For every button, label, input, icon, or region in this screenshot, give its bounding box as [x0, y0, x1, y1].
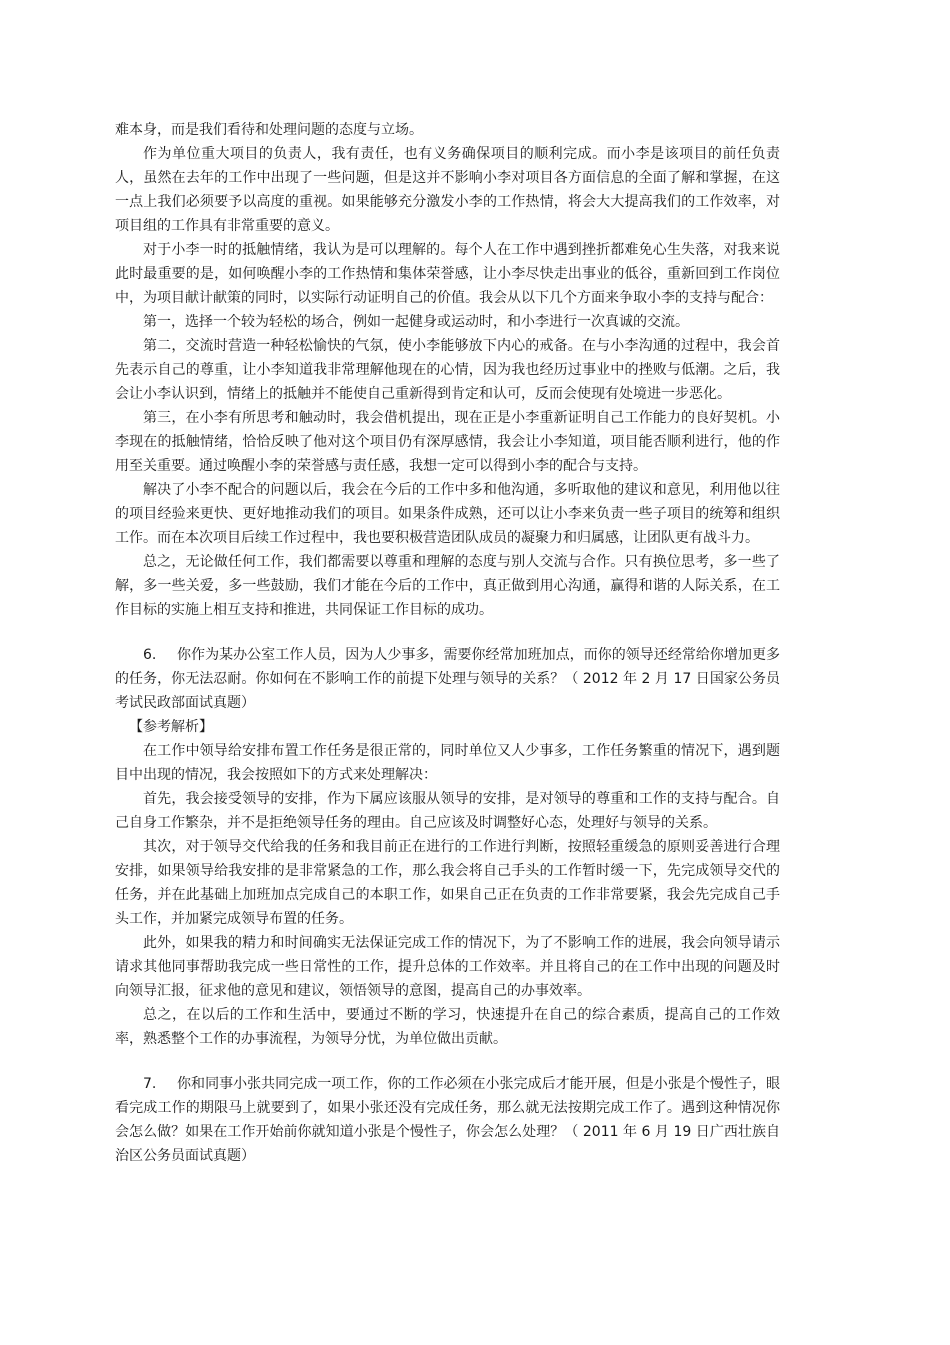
question-number: 6.	[143, 647, 157, 663]
paragraph: 第三，在小李有所思考和触动时，我会借机提出，现在正是小李重新证明自己工作能力的良好契机。小李现在的抵触情绪，恰恰反映了他对这个项目仍有深厚感情，我会让小李知道，项目能否顺利进行，他的作用至关重要。通过唤醒小李的荣誉感与责任感，我想一定可以得到小李的配合与支持。	[115, 410, 780, 474]
spacer	[115, 1051, 780, 1072]
document-body	[115, 118, 780, 1168]
paragraph: 总之，无论做任何工作，我们都需要以尊重和理解的态度与别人交流与合作。只有换位思考，多一些了解，多一些关爱，多一些鼓励，我们才能在今后的工作中，真正做到用心沟通，赢得和谐的人际关系，在工作目标的实施上相互支持和推进，共同保证工作目标的成功。	[115, 554, 780, 618]
paragraph: 作为单位重大项目的负责人，我有责任，也有义务确保项目的顺利完成。而小李是该项目的前任负责人，虽然在去年的工作中出现了一些问题，但是这并不影响小李对项目各方面信息的全面了解和掌握，在这一点上我们必须要予以高度的重视。如果能够充分激发小李的工作热情，将会大大提高我们的工作效率，对项目组的工作具有非常重要的意义。	[115, 146, 780, 234]
question-7	[115, 1072, 780, 1168]
question-text: 你和同事小张共同完成一项工作，你的工作必须在小张完成后才能开展，但是小张是个慢性子，眼看完成工作的期限马上就要到了，如果小张还没有完成任务，那么就无法按期完成工作了。遇到这种情况你会怎么做？如果在工作开始前你就知道小张是个慢性子，你会怎么处理？（ 2011 年 6 月 19 日广西壮族自治区公务员面试真题）	[115, 1076, 780, 1164]
question-text: 你作为某办公室工作人员，因为人少事多，需要你经常加班加点，而你的领导还经常给你增加更多的任务，你无法忍耐。你如何在不影响工作的前提下处理与领导的关系？（ 2012 年 2 月 17 日国家公务员考试民政部面试真题）	[115, 647, 780, 711]
paragraph: 对于小李一时的抵触情绪，我认为是可以理解的。每个人在工作中遇到挫折都难免心生失落，对我来说此时最重要的是，如何唤醒小李的工作热情和集体荣誉感，让小李尽快走出事业的低谷，重新回到工作岗位中，为项目献计献策的同时，以实际行动证明自己的价值。我会从以下几个方面来争取小李的支持与配合：	[115, 242, 780, 306]
question-6	[115, 643, 780, 715]
paragraph: 第二，交流时营造一种轻松愉快的气氛，使小李能够放下内心的戒备。在与小李沟通的过程中，我会首先表示自己的尊重，让小李知道我非常理解他现在的心情，因为我也经历过事业中的挫败与低潮。之后，我会让小李认识到，情绪上的抵触并不能使自己重新得到肯定和认可，反而会使现有处境进一步恶化。	[115, 338, 780, 402]
paragraph: 此外，如果我的精力和时间确实无法保证完成工作的情况下，为了不影响工作的进展，我会向领导请示请求其他同事帮助我完成一些日常性的工作，提升总体的工作效率。并且将自己的在工作中出现的问题及时向领导汇报，征求他的意见和建议，领悟领导的意图，提高自己的办事效率。	[115, 935, 780, 999]
paragraph: 第一，选择一个较为轻松的场合，例如一起健身或运动时，和小李进行一次真诚的交流。	[143, 314, 689, 330]
question-number: 7.	[143, 1076, 157, 1092]
paragraph-continuation: 难本身，而是我们看待和处理问题的态度与立场。	[115, 122, 423, 138]
paragraph: 总之，在以后的工作和生活中，要通过不断的学习，快速提升在自己的综合素质，提高自己的工作效率，熟悉整个工作的办事流程，为领导分忧，为单位做出贡献。	[115, 1007, 780, 1047]
paragraph: 解决了小李不配合的问题以后，我会在今后的工作中多和他沟通，多听取他的建议和意见，利用他以往的项目经验来更快、更好地推动我们的项目。如果条件成熟，还可以让小李来负责一些子项目的统筹和组织工作。而在本次项目后续工作过程中，我也要积极营造团队成员的凝聚力和归属感，让团队更有战斗力。	[115, 482, 780, 546]
reference-label: 【参考解析】	[129, 719, 213, 735]
paragraph: 首先，我会接受领导的安排，作为下属应该服从领导的安排，是对领导的尊重和工作的支持与配合。自己自身工作繁杂，并不是拒绝领导任务的理由。自己应该及时调整好心态，处理好与领导的关系。	[115, 791, 780, 831]
spacer	[115, 622, 780, 643]
paragraph: 在工作中领导给安排布置工作任务是很正常的，同时单位又人少事多，工作任务繁重的情况下，遇到题目中出现的情况，我会按照如下的方式来处理解决：	[115, 743, 780, 783]
paragraph: 其次，对于领导交代给我的任务和我目前正在进行的工作进行判断，按照轻重缓急的原则妥善进行合理安排，如果领导给我安排的是非常紧急的工作，那么我会将自己手头的工作暂时缓一下，先完成领导交代的任务，并在此基础上加班加点完成自己的本职工作，如果自己正在负责的工作非常要紧，我会先完成自己手头工作，并加紧完成领导布置的任务。	[115, 839, 780, 927]
